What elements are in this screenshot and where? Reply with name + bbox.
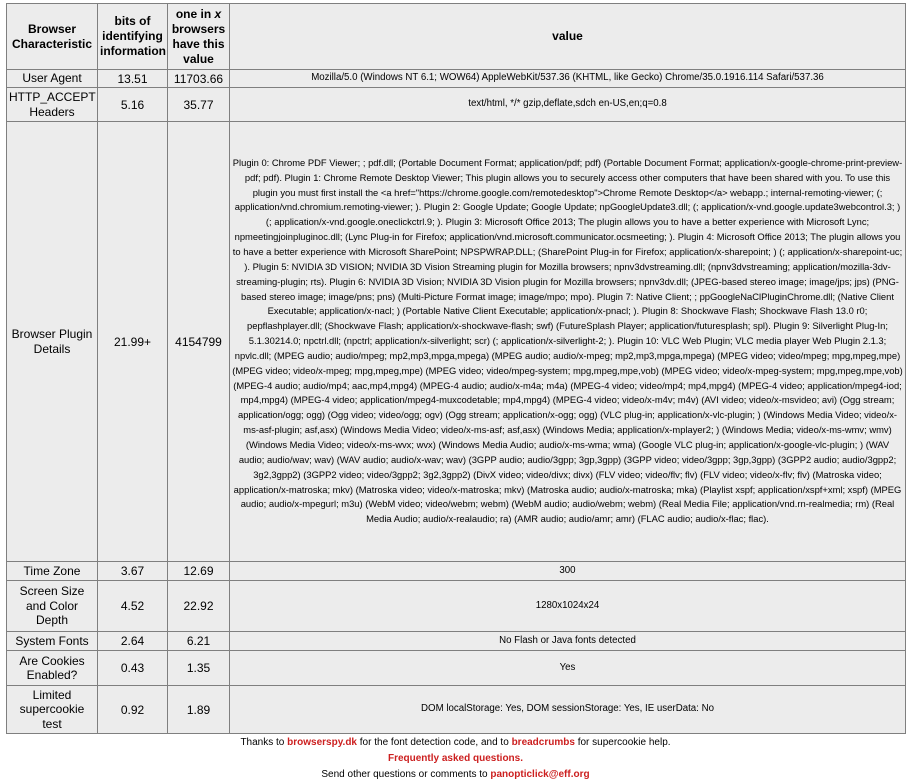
- row-bits: 4.52: [98, 581, 168, 632]
- row-value: No Flash or Java fonts detected: [230, 632, 906, 651]
- row-one-in: 1.35: [168, 651, 230, 686]
- browserspy-link[interactable]: browserspy.dk: [287, 737, 357, 748]
- contact-email-link[interactable]: panopticlick@eff.org: [490, 769, 590, 780]
- credits-line: [6, 735, 905, 751]
- contact-line: [6, 767, 905, 783]
- header-one-in-x: [168, 4, 230, 70]
- credits-prefix: Thanks to: [240, 737, 285, 748]
- row-one-in: 4154799: [168, 122, 230, 562]
- fingerprint-results: [6, 3, 905, 783]
- header-bits: bits of identifying information: [98, 4, 168, 70]
- row-name: Screen Size and Color Depth: [7, 581, 98, 632]
- credits-suffix: for supercookie help.: [577, 737, 671, 748]
- row-name: System Fonts: [7, 632, 98, 651]
- row-bits: 2.64: [98, 632, 168, 651]
- table-row: [7, 122, 906, 562]
- row-name: HTTP_ACCEPT Headers: [7, 88, 98, 122]
- row-one-in: 11703.66: [168, 70, 230, 88]
- row-name: Browser Plugin Details: [7, 122, 98, 562]
- table-row: [7, 651, 906, 686]
- row-name: User Agent: [7, 70, 98, 88]
- row-one-in: 35.77: [168, 88, 230, 122]
- header-one-in-var: x: [214, 6, 222, 21]
- row-value: DOM localStorage: Yes, DOM sessionStorage: Yes, IE userData: No: [230, 686, 906, 734]
- table-row: [7, 686, 906, 734]
- faq-link[interactable]: Frequently asked questions.: [387, 753, 524, 764]
- header-one-in-prefix: one in: [175, 6, 212, 21]
- row-bits: 3.67: [98, 562, 168, 581]
- header-characteristic: Browser Characteristic: [7, 4, 98, 70]
- table-header-row: [7, 4, 906, 70]
- row-bits: 0.92: [98, 686, 168, 734]
- breadcrumbs-link[interactable]: breadcrumbs: [511, 737, 575, 748]
- header-value: value: [230, 4, 906, 70]
- contact-prefix: Send other questions or comments to: [321, 769, 488, 780]
- credits-middle: for the font detection code, and to: [359, 737, 509, 748]
- row-one-in: 6.21: [168, 632, 230, 651]
- row-name: Are Cookies Enabled?: [7, 651, 98, 686]
- table-row: [7, 581, 906, 632]
- row-bits: 5.16: [98, 88, 168, 122]
- header-one-in-suffix: browsers have this value: [171, 21, 226, 66]
- footer: [6, 735, 905, 783]
- row-value: Plugin 0: Chrome PDF Viewer; ; pdf.dll; (Portable Document Format; application/pdf; pdf) (Portable Document Format; application/x-google-chrome-print-preview-pdf; pdf). Plugin 1: Chrome Remote Desktop Viewer; This plugin allows you to securely access other computers that have been shared with you. To use this plugin you must first install the <a href="https://chrome.google.com/remotedesktop">Chrome Remote Desktop</a> webapp.; internal-remoting-viewer; (; application/vnd.chromium.remoting-viewer; ). Plugin 2: Google Update; Google Update; npGoogleUpdate3.dll; (; application/x-vnd.google.update3webcontrol.3; ) (; application/x-vnd.google.oneclickctrl.9; ). Plugin 3: Microsoft Office 2013; The plugin allows you to have a better experience with Microsoft Lync; npmeetingjoinpluginoc.dll; (Lync Plug-in for Firefox; application/vnd.microsoft.communicator.ocsmeeting; ). Plugin 4: Microsoft Office 2013; The plugin allows you to have a better experience with Microsoft SharePoint; NPSPWRAP.DLL; (SharePoint Plug-in for Firefox; application/x-sharepoint; ) (; application/x-sharepoint-uc; ). Plugin 5: NVIDIA 3D VISION; NVIDIA 3D Vision Streaming plugin for Mozilla browsers; npnv3dvstreaming.dll; (npnv3dvstreaming; application/mozilla-3dv-streaming-plugin; rts). Plugin 6: NVIDIA 3D Vision; NVIDIA 3D Vision plugin for Mozilla browsers; npnv3dv.dll; (JPEG-based stereo image; image/jps; jps) (PNG-based stereo image; image/pns; pns) (Multi-Picture Format image; image/mpo; mpo). Plugin 7: Native Client; ; ppGoogleNaClPluginChrome.dll; (Native Client Executable; application/x-nacl; ) (Portable Native Client Executable; application/x-pnacl; ). Plugin 8: Shockwave Flash; Shockwave Flash 13.0 r0; pepflashplayer.dll; (Shockwave Flash; application/x-shockwave-flash; swf) (FutureSplash Player; application/futuresplash; spl). Plugin 9: Silverlight Plug-In; 5.1.30214.0; npctrl.dll; (npctrl; application/x-silverlight; scr) (; application/x-silverlight-2; ). Plugin 10: VLC Web Plugin; VLC media player Web Plugin 2.1.3; npvlc.dll; (MPEG audio; audio/mpeg; mp2,mp3,mpga,mpega) (MPEG audio; audio/x-mpeg; mp2,mp3,mpga,mpega) (MPEG video; video/mpeg; mpg,mpeg,mpe) (MPEG video; video/x-mpeg; mpg,mpeg,mpe) (MPEG video; video/mpeg-system; mpg,mpeg,mpe,vob) (MPEG video; video/x-mpeg-system; mpg,mpeg,mpe,vob) (MPEG-4 audio; audio/mp4; aac,mp4,mpg4) (MPEG-4 audio; audio/x-m4a; m4a) (MPEG-4 video; video/mp4; mp4,mpg4) (MPEG-4 video; application/mpeg4-iod; mp4,mpg4) (MPEG-4 video; application/mpeg4-muxcodetable; mp4,mpg4) (MPEG-4 video; video/x-m4v; m4v) (AVI video; video/x-msvideo; avi) (Ogg stream; application/ogg; ogg) (Ogg video; video/ogg; ogv) (Ogg stream; application/x-ogg; ogg) (VLC plug-in; application/x-vlc-plugin; ) (Windows Media Video; video/x-ms-asf-plugin; asf,asx) (Windows Media Video; video/x-ms-asf; asf,asx) (Windows Media; application/x-mplayer2; ) (Windows Media; video/x-ms-wmv; wmv) (Windows Media Video; video/x-ms-wvx; wvx) (Windows Media Audio; audio/x-ms-wma; wma) (Google VLC plug-in; application/x-google-vlc-plugin; ) (WAV audio; audio/wav; wav) (WAV audio; audio/x-wav; wav) (3GPP audio; audio/3gpp; 3gp,3gpp) (3GPP video; video/3gpp; 3gp,3gpp) (3GPP2 audio; audio/3gpp2; 3g2,3gpp2) (3GPP2 video; video/3gpp2; 3g2,3gpp2) (DivX video; video/divx; divx) (FLV video; video/flv; flv) (FLV video; video/x-flv; flv) (Matroska video; application/x-matroska; mkv) (Matroska video; video/x-matroska; mkv) (Matroska audio; audio/x-matroska; mka) (Playlist xspf; application/xspf+xml; xspf) (MPEG audio; audio/x-mpegurl; m3u) (WebM video; video/webm; webm) (WebM audio; audio/webm; webm) (Real Media File; application/vnd.rn-realmedia; rm) (Real Media Audio; audio/x-realaudio; ra) (AMR audio; audio/amr; amr) (FLAC audio; audio/x-flac; flac).: [230, 122, 906, 562]
- row-one-in: 12.69: [168, 562, 230, 581]
- row-value: 300: [230, 562, 906, 581]
- row-value: text/html, */* gzip,deflate,sdch en-US,en;q=0.8: [230, 88, 906, 122]
- row-value: Yes: [230, 651, 906, 686]
- row-value: Mozilla/5.0 (Windows NT 6.1; WOW64) AppleWebKit/537.36 (KHTML, like Gecko) Chrome/35.0.1916.114 Safari/537.36: [230, 70, 906, 88]
- table-row: [7, 70, 906, 88]
- fingerprint-table: [6, 3, 906, 734]
- row-value: 1280x1024x24: [230, 581, 906, 632]
- row-bits: 13.51: [98, 70, 168, 88]
- table-row: [7, 562, 906, 581]
- row-bits: 21.99+: [98, 122, 168, 562]
- row-name: Limited supercookie test: [7, 686, 98, 734]
- row-name: Time Zone: [7, 562, 98, 581]
- faq-line: [6, 751, 905, 767]
- row-bits: 0.43: [98, 651, 168, 686]
- row-one-in: 22.92: [168, 581, 230, 632]
- row-one-in: 1.89: [168, 686, 230, 734]
- table-row: [7, 632, 906, 651]
- table-row: [7, 88, 906, 122]
